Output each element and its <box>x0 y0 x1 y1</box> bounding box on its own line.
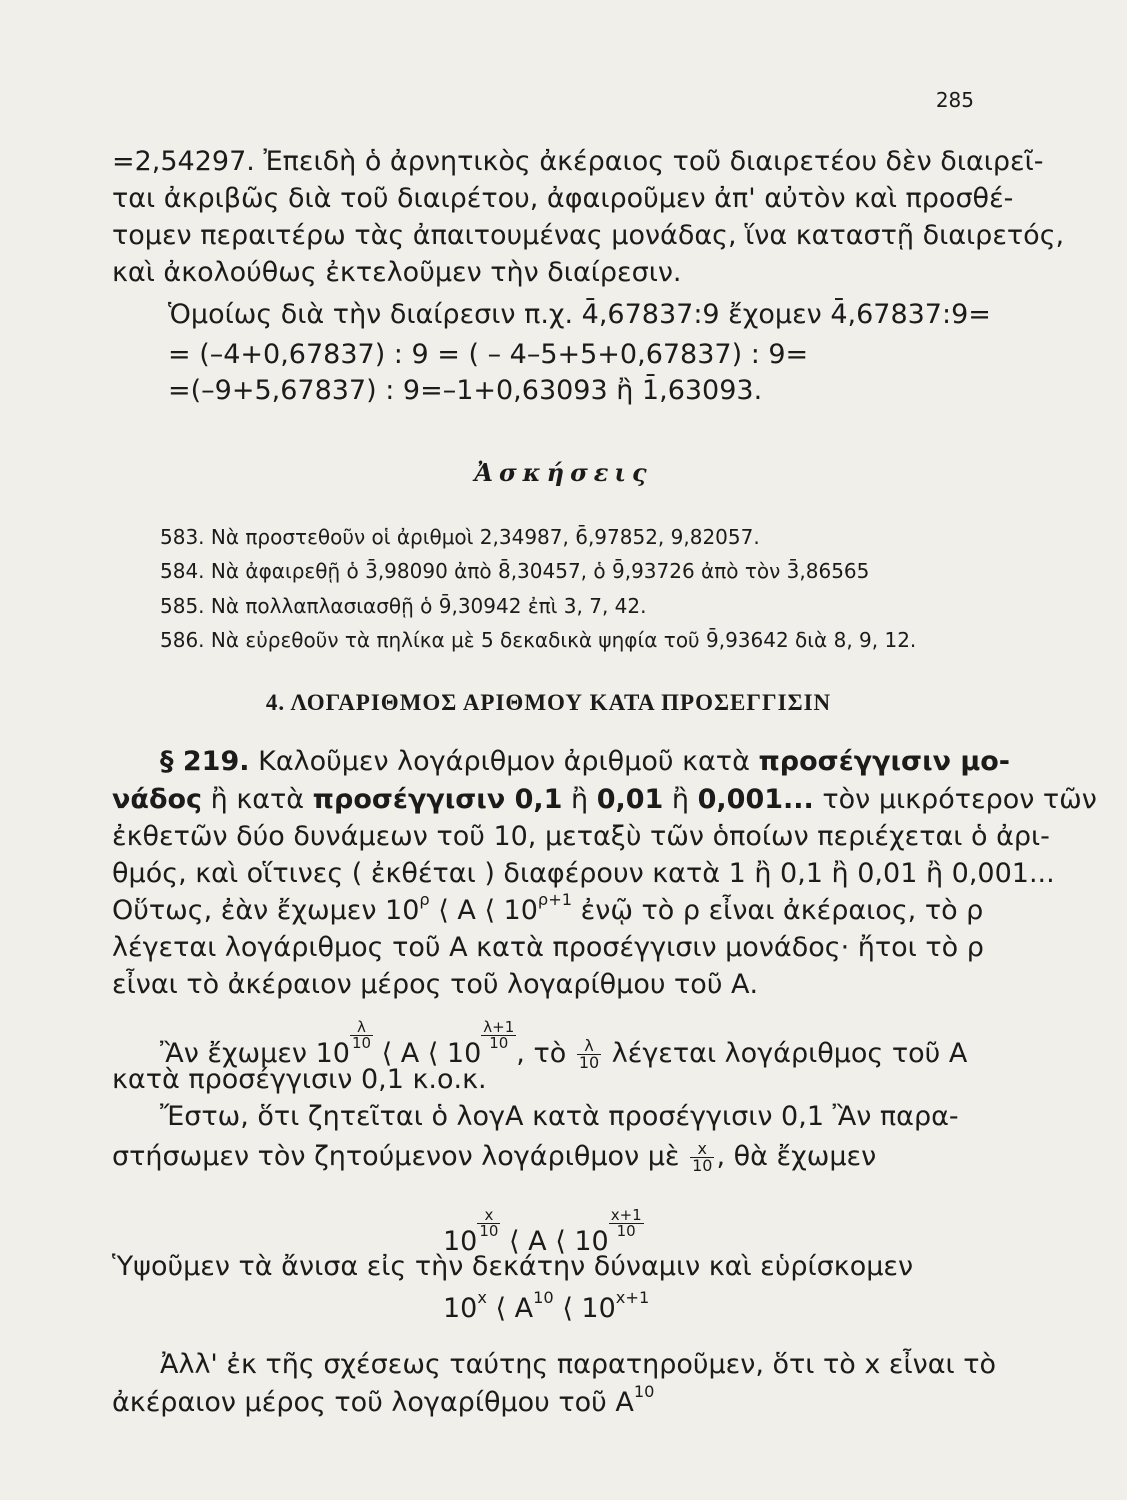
denominator: 10 <box>616 1222 636 1240</box>
intro-line-3: τομεν περαιτέρω τὰς ἀπαιτουμένας μονάδας, ἵνα καταστῇ διαιρετός, <box>112 220 1065 251</box>
definition-line-1 <box>160 745 1010 779</box>
text-fragment: ⟨ 10 <box>553 1293 616 1324</box>
exponent: ρ+1 <box>537 890 573 909</box>
intro-line-7: =(–9+5,67837) : 9=–1+0,63093 ἢ 1̄,63093. <box>168 375 763 406</box>
text-fragment: ἢ <box>562 784 597 815</box>
exercise-number: 583. <box>160 525 205 549</box>
definition-line-3: ἐκθετῶν δύο δυνάμεων τοῦ 10, μεταξὺ τῶν ὁποίων περιέχεται ὁ ἀρι- <box>112 821 1050 852</box>
intro-line-6: = (–4+0,67837) : 9 = ( – 4–5+5+0,67837) : 9= <box>168 339 809 370</box>
definition-line-5 <box>112 890 984 928</box>
text-fragment: ἢ κατὰ <box>202 784 313 815</box>
denominator: 10 <box>479 1222 499 1240</box>
denominator: 10 <box>578 1053 600 1072</box>
exponent-fraction <box>481 1020 516 1051</box>
numerator: x <box>477 1208 500 1224</box>
text-fragment: 10 <box>443 1226 478 1257</box>
numerator: λ+1 <box>483 1018 515 1036</box>
text-fragment: 10 <box>443 1293 478 1324</box>
page-number: 285 <box>935 88 974 112</box>
text-fragment: ⟨ Α <box>486 1293 534 1324</box>
inequality-2 <box>443 1288 650 1326</box>
bold-term: προσέγγισιν 0,1 <box>312 784 563 815</box>
text-fragment: στήσωμεν τὸν ζητούμενον λογάριθμον μὲ <box>112 1141 689 1172</box>
exercise-585 <box>160 593 646 619</box>
example-line-2: κατὰ προσέγγισιν 0,1 κ.ο.κ. <box>112 1064 487 1095</box>
exercise-number: 586. <box>160 628 205 652</box>
text-fragment: , τὸ <box>516 1038 575 1069</box>
power-line-1: Ὑψοῦμεν τὰ ἄνισα εἰς τὴν δεκάτην δύναμιν καὶ εὑρίσκομεν <box>112 1251 914 1282</box>
section-title: 4. ΛΟΓΑΡΙΘΜΟΣ ΑΡΙΘΜΟΥ ΚΑΤΑ ΠΡΟΣΕΓΓΙΣΙΝ <box>265 690 832 715</box>
text-fragment: , θὰ ἔχωμεν <box>716 1141 877 1172</box>
definition-line-4: θμός, καὶ οἵτινες ( ἐκθέται ) διαφέρουν κατὰ 1 ἢ 0,1 ἢ 0,01 ἢ 0,001... <box>112 858 1055 889</box>
exercise-text: Νὰ πολλαπλασιασθῇ ὁ 9̄,30942 ἐπὶ 3, 7, 42. <box>210 594 647 618</box>
exercise-586 <box>160 627 916 653</box>
exponent-fraction <box>609 1208 644 1239</box>
bold-term: νάδος <box>112 784 203 815</box>
text-fragment: ἢ <box>663 784 698 815</box>
exercise-text: Νὰ προστεθοῦν οἱ ἀριθμοὶ 2,34987, 6̄,97852, 9,82057. <box>210 525 760 549</box>
numerator: x+1 <box>610 1206 642 1224</box>
text-fragment: τὸν μικρότερον τῶν <box>813 784 1097 815</box>
bold-term: προσέγγισιν μο- <box>758 746 1011 777</box>
conclusion-line-2 <box>112 1382 655 1420</box>
exponent: x+1 <box>615 1288 650 1307</box>
denominator: 10 <box>692 1156 713 1175</box>
exponent: ρ <box>419 890 430 909</box>
text-fragment: Καλοῦμεν λογάριθμον ἀριθμοῦ κατὰ <box>249 746 759 777</box>
text-fragment: Ἂν ἔχωμεν 10 <box>160 1038 350 1069</box>
fraction <box>690 1141 714 1174</box>
denominator: 10 <box>489 1034 509 1052</box>
text-fragment: ⟨ Α ⟨ 10 <box>429 895 538 926</box>
exercise-number: 585. <box>160 594 205 618</box>
intro-line-2: ται ἀκριβῶς διὰ τοῦ διαιρέτου, ἀφαιροῦμεν ἀπ' αὐτὸν καὶ προσθέ- <box>112 183 1014 214</box>
bold-term: 0,001... <box>697 784 814 815</box>
text-fragment: ἐνῷ τὸ ρ εἶναι ἀκέραιος, τὸ ρ <box>572 895 984 926</box>
exercises-heading: Ἀσκήσεις <box>474 458 653 487</box>
exercise-text: Νὰ εὑρεθοῦν τὰ πηλίκα μὲ 5 δεκαδικὰ ψηφία τοῦ 9̄,93642 διὰ 8, 9, 12. <box>210 628 917 652</box>
exponent-fraction <box>350 1020 373 1051</box>
numerator: λ <box>577 1038 601 1055</box>
definition-line-6: λέγεται λογάριθμος τοῦ Α κατὰ προσέγγισιν μονάδος· ἤτοι τὸ ρ <box>112 932 984 963</box>
denominator: 10 <box>351 1034 372 1052</box>
definition-line-7: εἶναι τὸ ἀκέραιον μέρος τοῦ λογαρίθμου τοῦ Α. <box>112 969 759 1000</box>
definition-line-2 <box>112 783 1097 817</box>
exponent: 10 <box>533 1288 554 1307</box>
exercise-584 <box>160 558 869 584</box>
numerator: x <box>690 1141 714 1158</box>
approx-line-2 <box>112 1140 876 1174</box>
fraction <box>577 1038 601 1071</box>
text-fragment: ἀκέραιον μέρος τοῦ λογαρίθμου τοῦ Α <box>112 1387 634 1418</box>
text-fragment: Οὕτως, ἐὰν ἔχωμεν 10 <box>112 895 420 926</box>
intro-line-5: Ὁμοίως διὰ τὴν διαίρεσιν π.χ. 4̄,67837:9 ἔχομεν 4̄,67837:9= <box>168 299 991 330</box>
intro-line-4: καὶ ἀκολούθως ἐκτελοῦμεν τὴν διαίρεσιν. <box>112 257 682 288</box>
numerator: λ <box>350 1020 373 1036</box>
section-number: § 219. <box>160 746 250 777</box>
approx-line-1: Ἔστω, ὅτι ζητεῖται ὁ λογΑ κατὰ προσέγγισιν 0,1 Ἂν παρα- <box>160 1101 959 1132</box>
exponent: x <box>477 1288 487 1307</box>
exercise-number: 584. <box>160 559 205 583</box>
text-fragment: ⟨ Α ⟨ 10 <box>373 1038 482 1069</box>
exponent: 10 <box>633 1382 655 1401</box>
bold-term: 0,01 <box>596 784 664 815</box>
text-fragment: ⟨ Α ⟨ 10 <box>500 1226 609 1257</box>
intro-line-1: =2,54297. Ἐπειδὴ ὁ ἀρνητικὸς ἀκέραιος τοῦ διαιρετέου δὲν διαιρεῖ- <box>112 146 1044 177</box>
conclusion-line-1: Ἀλλ' ἐκ τῆς σχέσεως ταύτης παρατηροῦμεν, ὅτι τὸ x εἶναι τὸ <box>160 1349 997 1380</box>
text-fragment: λέγεται λογάριθμος τοῦ Α <box>603 1038 968 1069</box>
exercise-text: Νὰ ἀφαιρεθῇ ὁ 3̄,98090 ἀπὸ 8̄,30457, ὁ 9̄,93726 ἀπὸ τὸν 3̄,86565 <box>210 559 870 583</box>
exercise-583 <box>160 524 760 550</box>
exponent-fraction <box>477 1208 500 1239</box>
